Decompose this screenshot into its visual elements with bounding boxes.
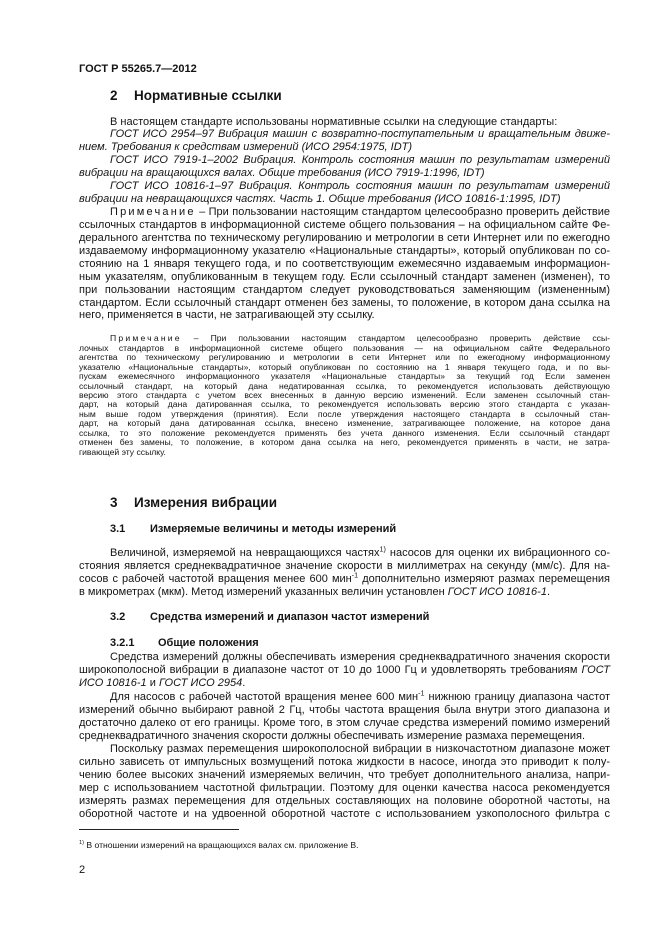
- section-3-2-title: Средства измерений и диапазон частот измерений: [150, 611, 430, 623]
- text-run: стоянию на 1 января текущего года, и по соответствующим ежемесячно издаваемым информацион-: [79, 257, 610, 270]
- text-run: Средства измерений должны обеспечивать измерения среднеквадратичного значения скорости: [110, 650, 610, 663]
- text-run: .: [242, 676, 246, 689]
- text-run: широкополосной вибрации в диапазоне частот от 10 до 1000 Гц и удовлетворять требованиям: [79, 663, 582, 676]
- text-run: мер с использованием частотной фильтрации. Поэтому для оценки качества насоса рекомендуется: [79, 781, 610, 794]
- text-run: дарт, на который дана датированная ссылка, то рекомендуется использовать версию этого стандарта с указан-: [79, 399, 610, 410]
- text-run: него, применяется в части, не затрагивающей эту ссылку.: [79, 309, 375, 322]
- text-run: сильно зависеть от импульсных возмущений потока жидкости в насосе, иногда это приводит к полу-: [79, 755, 610, 768]
- text-run: чению более высоких значений измеряемых величин, что требует дополнительного анализа, напри-: [79, 768, 610, 781]
- superscript: -1: [351, 570, 359, 579]
- text-run: ссылочных стандартов в информационной системе общего пользования – на официальном сайте Фе-: [79, 218, 610, 231]
- note1-line: [79, 309, 610, 322]
- ref3-line: [110, 180, 610, 193]
- text-run: указателю «Национальные стандарты», который опубликован по состоянию на 1 января текущего года, и по вы-: [79, 361, 610, 372]
- p31-line: [79, 570, 610, 586]
- italic-reference: ГОСТ: [581, 663, 610, 676]
- p321b-line: [110, 688, 611, 704]
- section-3-2-number: 3.2: [110, 611, 126, 623]
- text-run: среднеквадратичного значения скорости должны обеспечивать измерение размаха перемещения.: [79, 729, 585, 742]
- italic-reference: ИСО 10816-1: [79, 676, 147, 689]
- ref1-line: [79, 141, 610, 154]
- p321c-line: [79, 808, 610, 821]
- note1-line: [110, 206, 610, 219]
- text-run: дополнительно измеряют размах перемещения: [358, 572, 610, 585]
- p321a-line: [110, 651, 610, 664]
- text-run: насосов для оценки их вибрационного со-: [385, 546, 610, 559]
- text-run: и: [146, 676, 159, 689]
- text-run: дерального агентства по техническому регулированию и метрологии в сети Интернет или по ежегодно: [79, 231, 610, 244]
- note1-line: [79, 232, 610, 245]
- text-run: версию этого стандарта с учетом всех внесенных в данную версию изменений. Если заменен ссылочный стан-: [79, 389, 610, 400]
- p31-line: [110, 544, 610, 560]
- p321a-line: [79, 664, 610, 677]
- section-3-1-title: Измеряемые величины и методы измерений: [150, 523, 397, 535]
- p31-line: [79, 560, 610, 573]
- text-run: ным указателям, опубликованным в текущем году. Если ссылочный стандарт заменен (изменен), то: [79, 270, 610, 283]
- section-2-number: 2: [110, 88, 118, 103]
- text-run: дарт, на который дана датированная ссылка, внесено изменение, затрагивающее положение, на которое дана: [79, 418, 610, 429]
- superscript: 1): [79, 839, 84, 846]
- text-run: – При пользовании настоящим стандартом целесообразно проверить действие: [195, 206, 610, 219]
- section-3-1-number: 3.1: [110, 523, 126, 535]
- p321b-line: [79, 717, 610, 730]
- footnote-separator: [79, 829, 239, 830]
- text-run: оборотной частоте и на удвоенной оборотной частоте с использованием узкополосного фильтра с: [79, 807, 610, 820]
- footnote-line: [79, 840, 610, 851]
- document-header: ГОСТ Р 55265.7—2012: [79, 63, 197, 75]
- ref1-line: [110, 128, 610, 141]
- note1-line: [79, 297, 610, 310]
- p321b-line: [79, 704, 610, 717]
- p321c-line: [79, 795, 610, 808]
- text-run: .: [546, 585, 550, 598]
- section-3-number: 3: [110, 495, 118, 510]
- text-run: отменен без замены, то положение, в котором дана ссылка на него, рекомендуется применять в части, не затра-: [79, 437, 610, 448]
- text-run: гивающей эту ссылку.: [79, 446, 166, 457]
- text-run: измерений обычно выбирают равной 2 Гц, чтобы частота вращения была внутри этого диапазона и: [79, 703, 610, 716]
- text-run: Величиной, измеряемой на невращающихся частях: [110, 546, 380, 559]
- text-run: Для насосов с рабочей частотой вращения менее 600 мин: [110, 690, 419, 703]
- p31-line: [79, 586, 610, 599]
- italic-reference: ГОСТ ИСО 7919-1–2002 Вибрация. Контроль состояния машин по результатам измерений: [110, 154, 610, 167]
- text-run: издаваемому информационному указателю «Национальные стандарты», который опубликован по со-: [79, 244, 610, 257]
- text-run: агентства по техническому регулированию и метрологии в сети Интернет или по ежегодному информационному: [79, 352, 610, 363]
- p321c-line: [110, 743, 610, 756]
- text-run: Поскольку размах перемещения широкополосной вибрации в низкочастотном диапазоне может: [110, 742, 610, 755]
- text-run: достаточно далеко от его границы. Кроме того, в этом случае средства измерений помимо измерений: [79, 716, 610, 729]
- note-label: Примечание: [110, 333, 182, 344]
- text-run: при пользовании настоящим стандартом следует руководствоваться заменяющим (измененным): [79, 283, 610, 296]
- intro-line: [110, 116, 610, 129]
- text-run: пускам ежемесячного информационного указателя «Национальные стандарты» за текущий год Если заменен: [79, 371, 610, 382]
- p321c-line: [79, 769, 610, 782]
- superscript: 1): [379, 544, 386, 553]
- text-run: стандартом. Если ссылочный стандарт отменен без замены, то положение, в котором дана ссылка на: [79, 296, 610, 309]
- ref3-line: [79, 193, 610, 206]
- note1-line: [79, 245, 610, 258]
- p321b-line: [79, 730, 610, 743]
- note1-line: [79, 284, 610, 297]
- p321c-line: [79, 782, 610, 795]
- text-run: в микрометрах (мкм). Метод измерений указанных величин установлен: [79, 585, 448, 598]
- text-run: стояния является среднеквадратичное значение скорости в миллиметрах на секунду (мм/с). Для на-: [79, 559, 610, 572]
- text-run: В отношении измерений на вращающихся валах см. приложение В.: [83, 839, 359, 850]
- superscript: -1: [418, 688, 425, 697]
- text-run: лочных стандартов в информационной системе общего пользования — на официальном сайте Федерального: [79, 342, 610, 353]
- note-label: Примечание: [110, 206, 196, 219]
- text-run: ным выше годом утверждения (принятия). Если после утверждения настоящего стандарта в ссылочный стан-: [79, 408, 610, 419]
- ref2-line: [79, 167, 610, 180]
- text-run: ссылочный стандарт, на который дана недатированная ссылка, то рекомендуется использовать действующую: [79, 380, 610, 391]
- italic-reference: ГОСТ ИСО 2954: [158, 676, 243, 689]
- text-run: – При пользовании настоящим стандартом целесообразно проверить действие ссы-: [181, 333, 610, 344]
- p321a-line: [79, 677, 610, 690]
- italic-reference: вибрации на невращающихся частях. Часть 1. Общие требования (ИСО 10816-1:1995, IDT): [79, 193, 561, 206]
- italic-reference: нием. Требования к средствам измерений (ИСО 2954:1975, IDT): [79, 141, 413, 154]
- section-3-title: Измерения вибрации: [134, 495, 277, 510]
- section-2-title: Нормативные ссылки: [134, 88, 282, 103]
- note1-line: [79, 258, 610, 271]
- note1-line: [79, 271, 610, 284]
- section-3-2-1-number: 3.2.1: [110, 637, 135, 649]
- text-run: нижнюю границу диапазона частот: [424, 690, 611, 703]
- page-number: 2: [79, 864, 86, 876]
- ref2-line: [110, 154, 610, 167]
- note1-line: [79, 219, 610, 232]
- note2-line: [79, 448, 610, 457]
- text-run: сосов с рабочей частотой вращения менее 600 мин: [79, 572, 352, 585]
- section-3-2-1-title: Общие положения: [158, 637, 259, 649]
- italic-reference: ГОСТ ИСО 10816-1: [447, 585, 547, 598]
- italic-reference: ГОСТ ИСО 10816-1–97 Вибрация. Контроль состояния машин по результатам измерений: [110, 180, 610, 193]
- p321c-line: [79, 756, 610, 769]
- text-run: измерять размах перемещения для отдельных составляющих на половине оборотной частоты, на: [79, 794, 610, 807]
- italic-reference: вибрации на вращающихся валах. Общие требования (ИСО 7919-1:1996, IDT): [79, 167, 485, 180]
- text-run: ссылка, то это положение рекомендуется применять без учета данного изменения. Если ссылочный стандарт: [79, 427, 610, 438]
- italic-reference: ГОСТ ИСО 2954–97 Вибрация машин с возвратно-поступательным и вращательным движе-: [110, 128, 610, 141]
- text-run: В настоящем стандарте использованы нормативные ссылки на следующие стандарты:: [110, 115, 558, 128]
